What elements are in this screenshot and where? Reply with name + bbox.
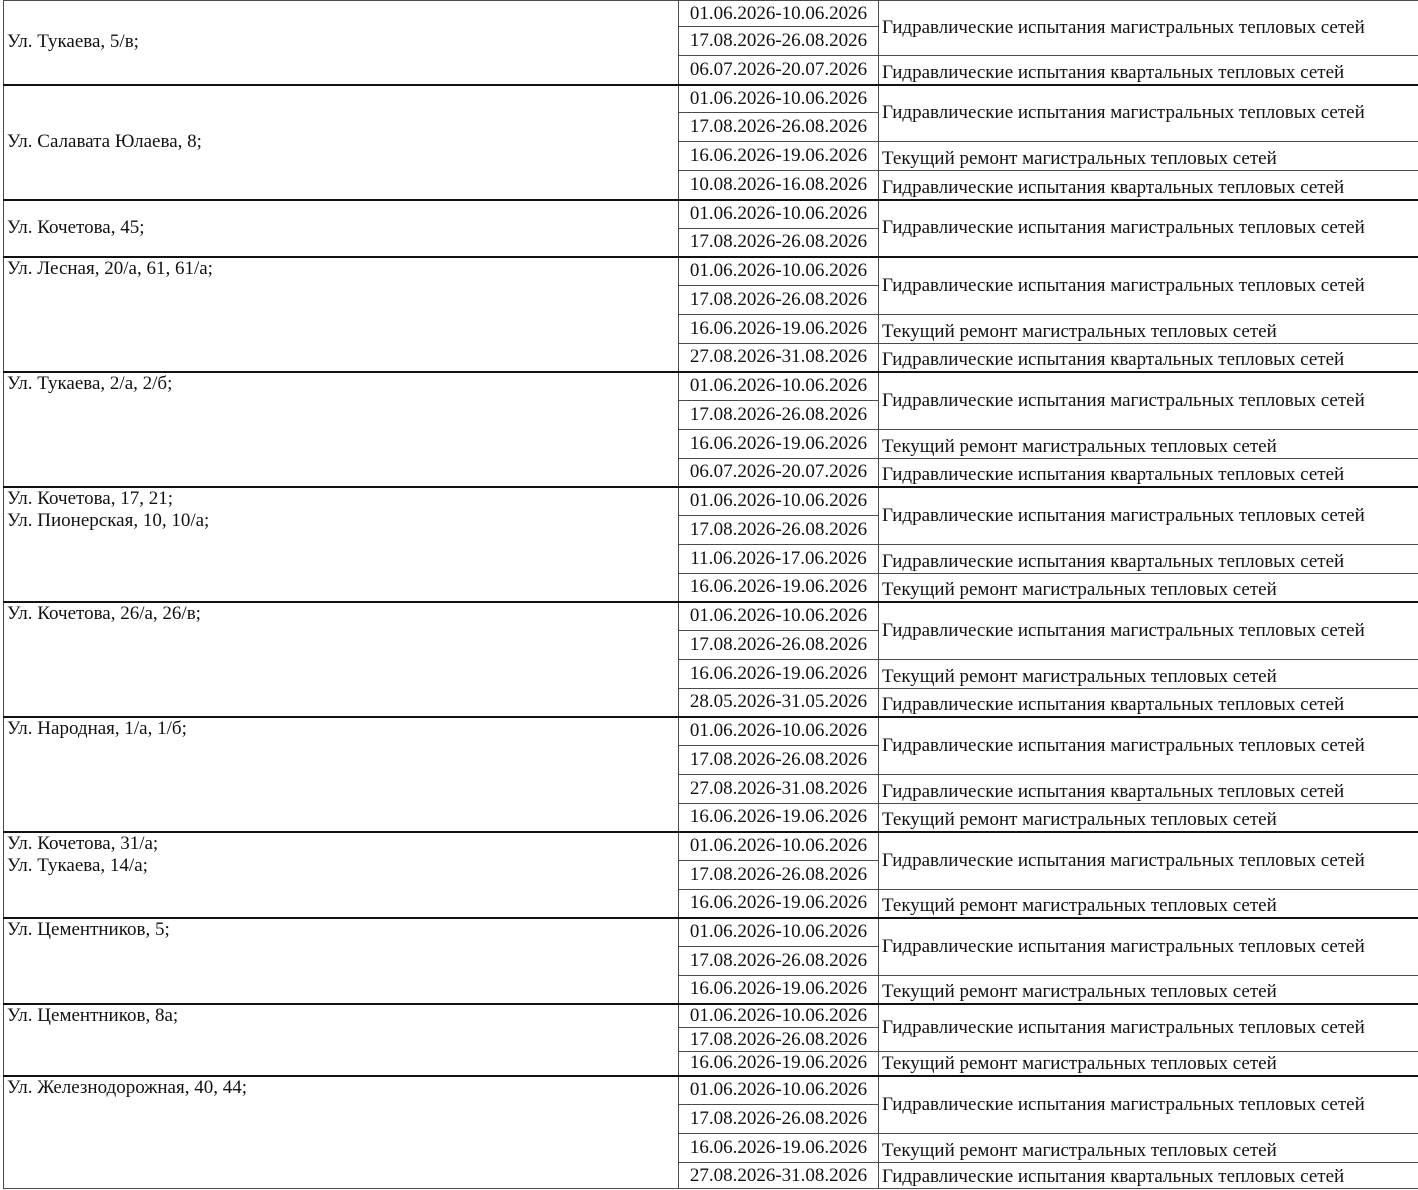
date-range-cell: 16.06.2026-19.06.2026 [679, 142, 879, 171]
address-text: Ул. Цементников, 5; [7, 918, 170, 940]
work-type-cell: Гидравлические испытания магистральных тепловых сетей [879, 85, 1418, 142]
address-cell [4, 918, 679, 1004]
work-type-cell: Текущий ремонт магистральных тепловых сетей [879, 574, 1418, 602]
work-type-cell: Гидравлические испытания квартальных тепловых сетей [879, 775, 1418, 804]
work-type-cell: Гидравлические испытания магистральных тепловых сетей [879, 372, 1418, 430]
work-type-cell: Гидравлические испытания магистральных тепловых сетей [879, 602, 1418, 660]
date-range-cell: 01.06.2026-10.06.2026 [679, 918, 879, 947]
address-text: Ул. Кочетова, 45; [7, 217, 145, 238]
work-type-cell: Текущий ремонт магистральных тепловых сетей [879, 976, 1418, 1004]
date-range-cell: 28.05.2026-31.05.2026 [679, 689, 879, 717]
table-row [4, 200, 1418, 229]
address-cell [4, 200, 679, 257]
address-text: Ул. Цементников, 8а; [7, 1004, 179, 1026]
date-range-cell: 17.08.2026-26.08.2026 [679, 631, 879, 660]
date-range-cell: 01.06.2026-10.06.2026 [679, 372, 879, 401]
date-range-cell: 01.06.2026-10.06.2026 [679, 1004, 879, 1028]
date-range-cell: 17.08.2026-26.08.2026 [679, 286, 879, 315]
date-range-cell: 10.08.2026-16.08.2026 [679, 171, 879, 200]
address-text: Ул. Салавата Юлаева, 8; [7, 131, 202, 152]
date-range-cell: 01.06.2026-10.06.2026 [679, 1, 879, 27]
work-type-cell: Текущий ремонт магистральных тепловых сетей [879, 142, 1418, 171]
table-row [4, 1076, 1418, 1105]
address-cell [4, 602, 679, 717]
address-cell [4, 85, 679, 200]
date-range-cell: 01.06.2026-10.06.2026 [679, 717, 879, 746]
date-range-cell: 17.08.2026-26.08.2026 [679, 229, 879, 257]
date-range-cell: 01.06.2026-10.06.2026 [679, 602, 879, 631]
date-range-cell: 01.06.2026-10.06.2026 [679, 1076, 879, 1105]
date-range-cell: 27.08.2026-31.08.2026 [679, 344, 879, 372]
date-range-cell: 17.08.2026-26.08.2026 [679, 401, 879, 430]
address-cell [4, 372, 679, 487]
address-cell [4, 1076, 679, 1189]
table-row [4, 717, 1418, 746]
address-text: Ул. Тукаева, 14/а; [7, 854, 148, 876]
address-text: Ул. Лесная, 20/а, 61, 61/а; [7, 257, 213, 279]
address-text: Ул. Кочетова, 17, 21; [7, 487, 173, 509]
work-type-cell: Гидравлические испытания квартальных тепловых сетей [879, 171, 1418, 200]
date-range-cell: 16.06.2026-19.06.2026 [679, 430, 879, 459]
date-range-cell: 06.07.2026-20.07.2026 [679, 459, 879, 487]
date-range-cell: 17.08.2026-26.08.2026 [679, 1105, 879, 1134]
work-type-cell: Гидравлические испытания магистральных тепловых сетей [879, 200, 1418, 257]
date-range-cell: 16.06.2026-19.06.2026 [679, 574, 879, 602]
table-row [4, 372, 1418, 401]
table-row [4, 1, 1418, 27]
address-cell [4, 717, 679, 832]
date-range-cell: 27.08.2026-31.08.2026 [679, 1163, 879, 1189]
date-range-cell: 17.08.2026-26.08.2026 [679, 746, 879, 775]
date-range-cell: 01.06.2026-10.06.2026 [679, 487, 879, 516]
table-row [4, 602, 1418, 631]
date-range-cell: 01.06.2026-10.06.2026 [679, 85, 879, 113]
work-type-cell: Гидравлические испытания квартальных тепловых сетей [879, 344, 1418, 372]
work-type-cell: Текущий ремонт магистральных тепловых сетей [879, 315, 1418, 344]
work-type-cell: Гидравлические испытания магистральных тепловых сетей [879, 832, 1418, 890]
date-range-cell: 17.08.2026-26.08.2026 [679, 27, 879, 56]
date-range-cell: 01.06.2026-10.06.2026 [679, 832, 879, 861]
date-range-cell: 17.08.2026-26.08.2026 [679, 113, 879, 142]
address-cell [4, 1004, 679, 1076]
address-cell [4, 832, 679, 918]
table-row [4, 832, 1418, 861]
work-type-cell: Гидравлические испытания магистральных тепловых сетей [879, 1004, 1418, 1052]
schedule-table-body [4, 1, 1418, 1189]
table-row [4, 85, 1418, 113]
address-text: Ул. Тукаева, 2/а, 2/б; [7, 372, 173, 394]
schedule-table [3, 0, 1418, 1189]
address-cell [4, 257, 679, 372]
work-type-cell: Текущий ремонт магистральных тепловых сетей [879, 660, 1418, 689]
address-text: Ул. Кочетова, 26/а, 26/в; [7, 602, 201, 624]
work-type-cell: Гидравлические испытания магистральных тепловых сетей [879, 717, 1418, 775]
work-type-cell: Текущий ремонт магистральных тепловых сетей [879, 430, 1418, 459]
work-type-cell: Гидравлические испытания магистральных тепловых сетей [879, 487, 1418, 545]
date-range-cell: 16.06.2026-19.06.2026 [679, 890, 879, 918]
date-range-cell: 27.08.2026-31.08.2026 [679, 775, 879, 804]
date-range-cell: 16.06.2026-19.06.2026 [679, 660, 879, 689]
address-cell [4, 487, 679, 602]
date-range-cell: 16.06.2026-19.06.2026 [679, 315, 879, 344]
work-type-cell: Гидравлические испытания квартальных тепловых сетей [879, 459, 1418, 487]
address-cell [4, 1, 679, 85]
address-text: Ул. Пионерская, 10, 10/а; [7, 509, 210, 531]
date-range-cell: 17.08.2026-26.08.2026 [679, 516, 879, 545]
table-row [4, 918, 1418, 947]
address-text: Ул. Железнодорожная, 40, 44; [7, 1076, 247, 1098]
date-range-cell: 01.06.2026-10.06.2026 [679, 200, 879, 229]
date-range-cell: 11.06.2026-17.06.2026 [679, 545, 879, 574]
work-type-cell: Гидравлические испытания магистральных тепловых сетей [879, 1076, 1418, 1134]
address-text: Ул. Народная, 1/а, 1/б; [7, 717, 187, 739]
table-row [4, 1004, 1418, 1028]
address-text: Ул. Кочетова, 31/а; [7, 832, 159, 854]
date-range-cell: 06.07.2026-20.07.2026 [679, 56, 879, 85]
date-range-cell: 17.08.2026-26.08.2026 [679, 947, 879, 976]
work-type-cell: Текущий ремонт магистральных тепловых сетей [879, 890, 1418, 918]
work-type-cell: Гидравлические испытания квартальных тепловых сетей [879, 545, 1418, 574]
date-range-cell: 17.08.2026-26.08.2026 [679, 861, 879, 890]
work-type-cell: Гидравлические испытания квартальных тепловых сетей [879, 689, 1418, 717]
work-type-cell: Гидравлические испытания магистральных тепловых сетей [879, 1, 1418, 56]
date-range-cell: 16.06.2026-19.06.2026 [679, 976, 879, 1004]
address-text: Ул. Тукаева, 5/в; [7, 31, 139, 53]
work-type-cell: Текущий ремонт магистральных тепловых сетей [879, 804, 1418, 832]
date-range-cell: 16.06.2026-19.06.2026 [679, 804, 879, 832]
date-range-cell: 16.06.2026-19.06.2026 [679, 1052, 879, 1076]
work-type-cell: Гидравлические испытания квартальных тепловых сетей [879, 1163, 1418, 1189]
table-row [4, 257, 1418, 286]
work-type-cell: Гидравлические испытания магистральных тепловых сетей [879, 918, 1418, 976]
work-type-cell: Гидравлические испытания квартальных тепловых сетей [879, 56, 1418, 85]
work-type-cell: Текущий ремонт магистральных тепловых сетей [879, 1052, 1418, 1076]
work-type-cell: Текущий ремонт магистральных тепловых сетей [879, 1134, 1418, 1163]
work-type-cell: Гидравлические испытания магистральных тепловых сетей [879, 257, 1418, 315]
date-range-cell: 17.08.2026-26.08.2026 [679, 1028, 879, 1052]
table-row [4, 487, 1418, 516]
date-range-cell: 16.06.2026-19.06.2026 [679, 1134, 879, 1163]
date-range-cell: 01.06.2026-10.06.2026 [679, 257, 879, 286]
